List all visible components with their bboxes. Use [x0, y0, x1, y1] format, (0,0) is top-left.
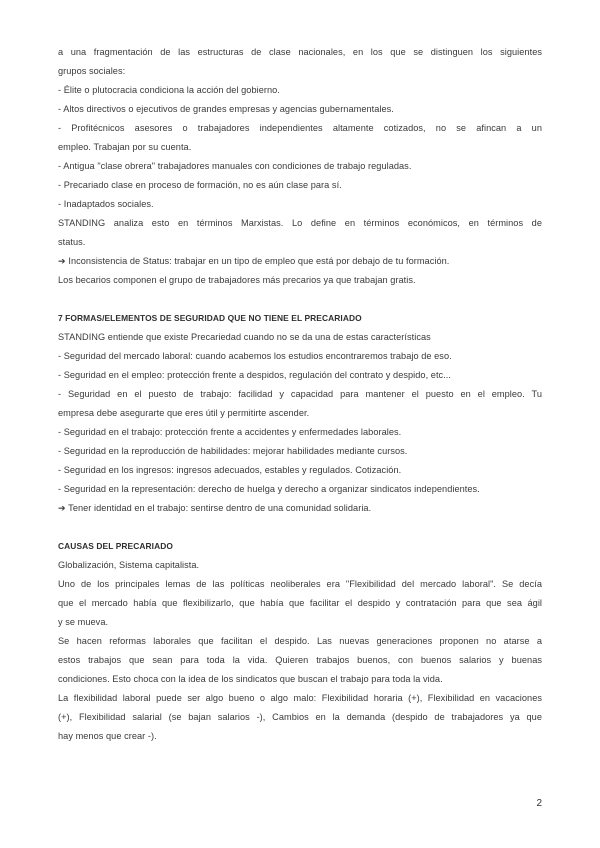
list-item: - Seguridad en la representación: derecho de huelga y derecho a organizar sindicatos independientes.: [58, 484, 480, 494]
text-line: a una fragmentación de las estructuras de clase nacionales, en los que se distinguen los siguientes: [58, 47, 542, 57]
list-item: - Seguridad en el empleo: protección frente a despidos, regulación del contrato y despido, etc...: [58, 370, 452, 380]
list-item: - Precariado clase en proceso de formación, no es aún clase para sí.: [58, 180, 342, 190]
spacer: [58, 518, 542, 537]
section-security-elements: [58, 309, 542, 518]
list-item: - Inadaptados sociales.: [58, 199, 154, 209]
text-line: Se hacen reformas laborales que facilitan el despido. Las nuevas generaciones proponen no atarse a: [58, 636, 542, 646]
text-line: (+), Flexibilidad salarial (se bajan salarios -), Cambios en la demanda (despido de trabajadores ya que: [58, 712, 542, 722]
section-social-groups: [58, 43, 542, 290]
list-item: - Altos directivos o ejecutivos de grandes empresas y agencias gubernamentales.: [58, 104, 394, 114]
section-heading: CAUSAS DEL PRECARIADO: [58, 541, 174, 551]
text-line: condiciones. Esto choca con la idea de los sindicatos que buscan el trabajo para toda la vida.: [58, 674, 443, 684]
list-item: - Profitécnicos asesores o trabajadores independientes altamente cotizados, no se afincan a un: [58, 123, 542, 133]
text-line: La flexibilidad laboral puede ser algo bueno o algo malo: Flexibilidad horaria (+), Flexibilidad en vacaciones: [58, 693, 542, 703]
list-item: - Élite o plutocracia condiciona la acción del gobierno.: [58, 85, 280, 95]
spacer: [58, 290, 542, 309]
text-line: y se mueva.: [58, 617, 109, 627]
text-line: Globalización, Sistema capitalista.: [58, 560, 200, 570]
text-line: empleo. Trabajan por su cuenta.: [58, 142, 192, 152]
text-line: Los becarios componen el grupo de trabajadores más precarios ya que trabajan gratis.: [58, 275, 416, 285]
arrow-point: ➔ Tener identidad en el trabajo: sentirse dentro de una comunidad solidaria.: [58, 503, 372, 513]
list-item: - Seguridad en el puesto de trabajo: facilidad y capacidad para mantener el puesto en el empleo. Tu: [58, 389, 542, 399]
text-line: Uno de los principales lemas de las políticas neoliberales era "Flexibilidad del mercado laboral". Se decía: [58, 579, 542, 589]
list-item: - Seguridad en los ingresos: ingresos adecuados, estables y regulados. Cotización.: [58, 465, 402, 475]
text-line: STANDING entiende que existe Precariedad cuando no se da una de estas características: [58, 332, 431, 342]
text-line: estos trabajos que sean para toda la vida. Quieren trabajos buenos, con buenos salarios y buenas: [58, 655, 542, 665]
text-line: STANDING analiza esto en términos Marxistas. Lo define en términos económicos, en términos de: [58, 218, 542, 228]
section-heading: 7 FORMAS/ELEMENTOS DE SEGURIDAD QUE NO TIENE EL PRECARIADO: [58, 313, 362, 323]
list-item: - Seguridad en el trabajo: protección frente a accidentes y enfermedades laborales.: [58, 427, 402, 437]
page-number: 2: [536, 798, 542, 809]
section-causes: [58, 537, 542, 746]
text-line: que el mercado había que flexibilizarlo, que había que facilitar el despido y contratación para que sea ágil: [58, 598, 542, 608]
text-line: status.: [58, 237, 86, 247]
list-item: - Seguridad en la reproducción de habilidades: mejorar habilidades mediante cursos.: [58, 446, 408, 456]
list-item: - Seguridad del mercado laboral: cuando acabemos los estudios encontraremos trabajo de eso.: [58, 351, 452, 361]
text-line: empresa debe asegurarte que eres útil y permitirte ascender.: [58, 408, 310, 418]
page-content: [58, 43, 542, 746]
text-line: grupos sociales:: [58, 66, 126, 76]
list-item: - Antigua "clase obrera" trabajadores manuales con condiciones de trabajo reguladas.: [58, 161, 412, 171]
text-line: hay menos que crear -).: [58, 731, 157, 741]
arrow-point: ➔ Inconsistencia de Status: trabajar en un tipo de empleo que está por debajo de tu formación.: [58, 256, 450, 266]
